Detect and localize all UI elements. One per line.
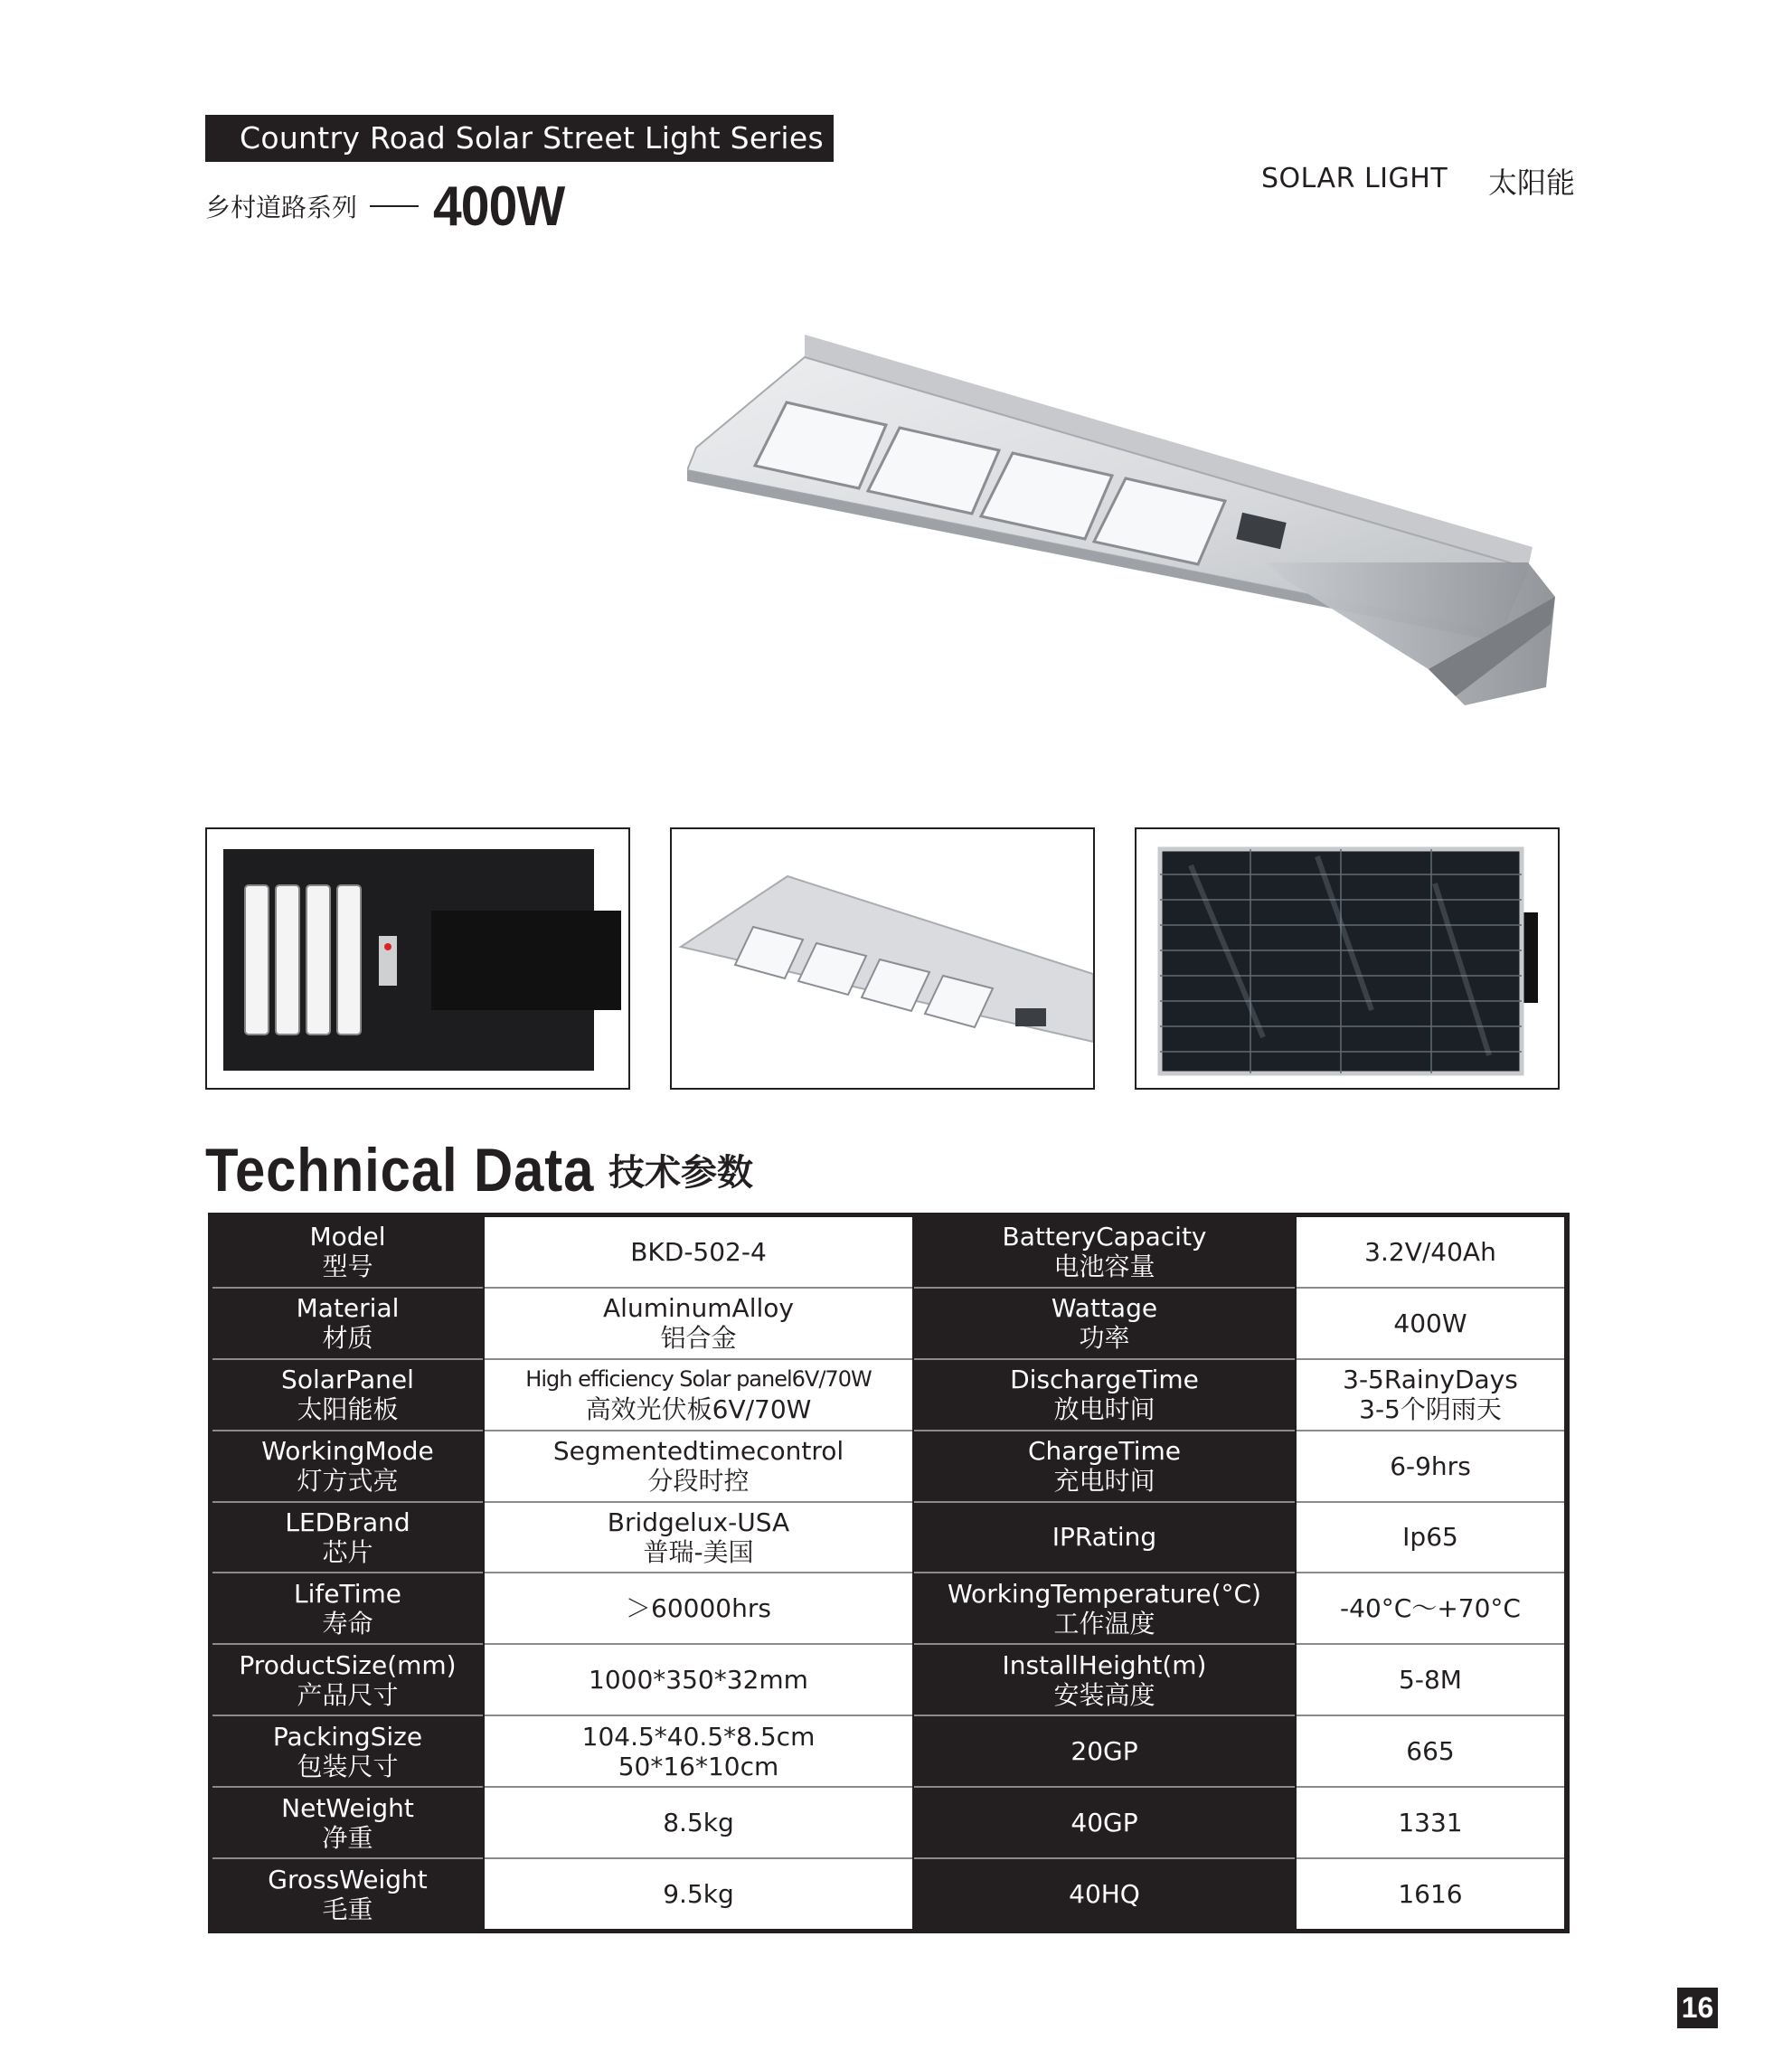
spec-value-line: 8.5kg (663, 1808, 734, 1838)
spec-label-en: WorkingMode (261, 1436, 434, 1467)
technical-data-heading (205, 1136, 753, 1204)
spec-value-2 (1296, 1502, 1565, 1573)
spec-value (484, 1787, 913, 1858)
spec-label-2-cn: 工作温度 (1053, 1608, 1155, 1639)
spec-row (212, 1787, 1565, 1858)
spec-label (212, 1431, 484, 1502)
spec-value-2-line: 5-8M (1399, 1665, 1462, 1696)
spec-label-2 (913, 1573, 1296, 1644)
series-title-banner: Country Road Solar Street Light Series (205, 115, 834, 162)
spec-label-2-en: 40HQ (1069, 1879, 1140, 1910)
spec-label-2 (913, 1715, 1296, 1787)
spec-row (212, 1502, 1565, 1573)
spec-value (484, 1288, 913, 1359)
spec-label-cn: 材质 (322, 1323, 373, 1354)
spec-label-cn: 毛重 (322, 1894, 373, 1924)
spec-label-en: ProductSize(mm) (239, 1649, 457, 1680)
spec-label-2 (913, 1288, 1296, 1359)
spec-label-en: PackingSize (272, 1721, 423, 1752)
spec-label-cn: 寿命 (322, 1608, 373, 1639)
street-light-hero-image (687, 326, 1573, 714)
spec-value (484, 1715, 913, 1787)
spec-value-2-line: 1616 (1398, 1879, 1463, 1910)
spec-value-2-line: -40°C～+70°C (1340, 1593, 1521, 1624)
spec-value-line: BKD-502-4 (630, 1236, 767, 1267)
spec-label-cn: 型号 (322, 1252, 373, 1282)
spec-label-2-en: WorkingTemperature(°C) (948, 1578, 1261, 1609)
spec-value-2-line: 6-9hrs (1390, 1450, 1471, 1481)
spec-label-cn: 包装尺寸 (297, 1751, 399, 1781)
spec-value-2 (1296, 1715, 1565, 1787)
spec-value (484, 1644, 913, 1715)
technical-data-title-cn: 技术参数 (608, 1152, 753, 1194)
subtitle-dash (370, 205, 419, 207)
spec-value-line: 50*16*10cm (618, 1751, 779, 1781)
spec-label-2 (913, 1359, 1296, 1431)
spec-label-2-en: DischargeTime (1010, 1365, 1199, 1395)
spec-label-2-en: ChargeTime (1028, 1436, 1181, 1467)
spec-value-2 (1296, 1288, 1565, 1359)
technical-data-title: Technical Data (205, 1136, 595, 1204)
back-view-image (207, 829, 628, 1088)
spec-label-en: LEDBrand (285, 1507, 410, 1537)
spec-table (208, 1213, 1570, 1933)
spec-label (212, 1715, 484, 1787)
spec-value-2 (1296, 1359, 1565, 1431)
spec-label (212, 1858, 484, 1929)
spec-value-line: Segmentedtimecontrol (552, 1436, 844, 1467)
spec-label-2 (913, 1644, 1296, 1715)
thumbnail-angle-view (670, 827, 1095, 1090)
thumbnail-solar-panel (1135, 827, 1560, 1090)
spec-label-2-en: Wattage (1051, 1293, 1158, 1324)
spec-label-en: GrossWeight (268, 1864, 428, 1894)
spec-label-2-en: 20GP (1070, 1736, 1138, 1767)
solar-light-cn-label: 太阳能 (1488, 165, 1576, 200)
spec-value (484, 1858, 913, 1929)
angle-view-image (672, 829, 1093, 1088)
spec-value-2-line: 400W (1393, 1308, 1467, 1338)
spec-label (212, 1288, 484, 1359)
spec-value-2 (1296, 1644, 1565, 1715)
spec-value-line: 9.5kg (663, 1879, 734, 1910)
spec-row (212, 1715, 1565, 1787)
spec-label-2 (913, 1431, 1296, 1502)
spec-label-2 (913, 1858, 1296, 1929)
spec-value (484, 1359, 913, 1431)
spec-value (484, 1431, 913, 1502)
spec-label-2 (913, 1502, 1296, 1573)
subtitle-row (205, 170, 576, 242)
spec-value-2-line: 665 (1406, 1736, 1455, 1767)
spec-label-cn: 产品尺寸 (297, 1679, 399, 1710)
spec-value-2 (1296, 1858, 1565, 1929)
spec-label (212, 1359, 484, 1431)
spec-label (212, 1573, 484, 1644)
solar-panel-image (1137, 829, 1558, 1088)
spec-value-2-line: 1331 (1398, 1808, 1463, 1838)
spec-row (212, 1217, 1565, 1288)
spec-row (212, 1288, 1565, 1359)
spec-value-2 (1296, 1573, 1565, 1644)
spec-label-en: NetWeight (281, 1792, 414, 1823)
spec-value-2 (1296, 1217, 1565, 1288)
spec-value-line: Bridgelux-USA (607, 1507, 790, 1537)
spec-label-en: SolarPanel (281, 1365, 414, 1395)
spec-value (484, 1502, 913, 1573)
spec-label-cn: 净重 (322, 1822, 373, 1853)
spec-value-line: 1000*350*32mm (589, 1665, 808, 1696)
wattage-heading: 400W (433, 175, 565, 238)
spec-row (212, 1359, 1565, 1431)
spec-value (484, 1573, 913, 1644)
subtitle-cn: 乡村道路系列 (205, 193, 358, 222)
spec-value-2 (1296, 1787, 1565, 1858)
spec-value-line: 普瑞-美国 (643, 1536, 754, 1567)
spec-value (484, 1217, 913, 1288)
spec-value-2 (1296, 1431, 1565, 1502)
spec-label-2-en: 40GP (1070, 1808, 1138, 1838)
spec-label-en: Material (296, 1293, 400, 1324)
spec-label-2 (913, 1787, 1296, 1858)
page-number: 16 (1677, 1988, 1718, 2028)
spec-value-2-line: 3.2V/40Ah (1364, 1236, 1496, 1267)
spec-label-2-cn: 功率 (1079, 1323, 1130, 1354)
spec-label-2-cn: 电池容量 (1053, 1252, 1155, 1282)
spec-value-line: AluminumAlloy (603, 1293, 794, 1324)
thumbnail-back-view (205, 827, 630, 1090)
spec-row (212, 1644, 1565, 1715)
spec-label-cn: 太阳能板 (297, 1394, 399, 1425)
spec-label-2-cn: 充电时间 (1053, 1466, 1155, 1497)
spec-label-2-cn: 安装高度 (1053, 1679, 1155, 1710)
spec-value-2-line: 3-5个阴雨天 (1359, 1394, 1502, 1425)
spec-label-2-cn: 放电时间 (1053, 1394, 1155, 1425)
spec-label-2-en: BatteryCapacity (1002, 1222, 1207, 1252)
spec-label (212, 1787, 484, 1858)
spec-row (212, 1858, 1565, 1929)
spec-row (212, 1431, 1565, 1502)
spec-label-cn: 灯方式亮 (297, 1466, 399, 1497)
spec-label (212, 1502, 484, 1573)
spec-value-line: 高效光伏板6V/70W (585, 1394, 812, 1425)
spec-label-cn: 芯片 (322, 1536, 373, 1567)
spec-label-2-en: IPRating (1052, 1522, 1157, 1553)
spec-label (212, 1217, 484, 1288)
spec-label-2-en: InstallHeight(m) (1002, 1649, 1207, 1680)
spec-value-line: 104.5*40.5*8.5cm (581, 1721, 816, 1752)
spec-value-line: 铝合金 (660, 1323, 737, 1354)
spec-label (212, 1644, 484, 1715)
spec-label-2 (913, 1217, 1296, 1288)
spec-value-line: High efficiency Solar panel6V/70W (525, 1366, 872, 1393)
spec-value-line: 分段时控 (647, 1466, 750, 1497)
spec-label-en: LifeTime (294, 1578, 401, 1609)
solar-light-label: SOLAR LIGHT (1261, 163, 1448, 194)
spec-value-line: ＞60000hrs (626, 1593, 771, 1624)
spec-label-en: Model (309, 1222, 386, 1252)
spec-row (212, 1573, 1565, 1644)
spec-value-2-line: Ip65 (1402, 1522, 1458, 1553)
spec-value-2-line: 3-5RainyDays (1343, 1365, 1518, 1395)
